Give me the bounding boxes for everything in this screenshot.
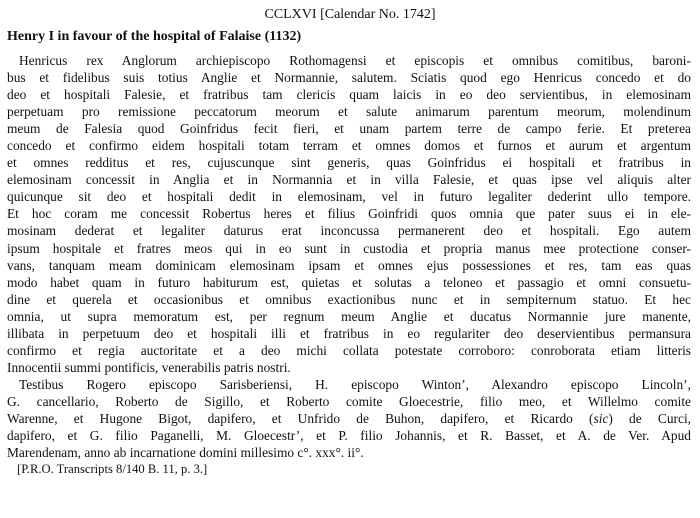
witness-line: dapifero, et G. filio Paganelli, M. Gloecestr’, et P. filio Johannis, et R. Basset, et A. de Ver. Apud <box>7 428 691 444</box>
sic-note: sic <box>593 410 609 426</box>
text-line: deo et hospitali Falesie, et fratribus tam clericis quam laicis in eo deo servientibus, in elemosinam <box>7 87 691 103</box>
witness-line: G. cancellario, Roberto de Sigillo, et Roberto comite Gloecestrie, filio meo, et Willelmo comite <box>7 393 691 409</box>
witness-line-sic <box>7 410 691 427</box>
text-line: mosinam dederat et legaliter daturus erat inconcussa permanerent deo et hospitali. Ego autem <box>7 223 691 239</box>
text-line: quicunque sit deo et hospitali dedit in elemosinam, vel in futuro legaliter dederint ullo tempore. <box>7 189 691 205</box>
witness-line: Testibus Rogero episcopo Sarisberiensi, H. episcopo Winton’, Alexandro episcopo Lincoln’, <box>19 376 691 392</box>
text-line: perpetuam pro remissione peccatorum meorum et salute animarum parentum meorum, molendinum <box>7 104 691 120</box>
text-line: Henricus rex Anglorum archiepiscopo Rothomagensi et episcopis et omnibus comitibus, baroni- <box>19 53 691 68</box>
witness-text: Warenne, et Hugone Bigot, dapifero, et Unfrido de Buhon, dapifero, et Ricardo ( <box>7 410 594 426</box>
text-line: elemosinam concessit in Anglia et in Normannia et in villa Falesie, et quas ipse vel aliquis alter <box>7 172 691 188</box>
text-line: omnia, ut supra memoratum est, per regnum meum Anglie et ducatus Normannie jure manente, <box>7 308 691 324</box>
text-line: confirmo et regia auctoritate et a deo michi collata potestate corroboro: conroborata etiam litteris <box>7 342 691 358</box>
text-line: concedo et confirmo eidem hospitali totam terram et omnes domos et furnos et aurum et argentum <box>7 138 691 154</box>
document-body <box>7 52 691 478</box>
witness-line: Marendenam, anno ab incarnatione domini millesimo c°. xxx°. ii°. <box>7 445 364 461</box>
source-reference: [P.R.O. Transcripts 8/140 B. 11, p. 3.] <box>17 462 208 477</box>
text-line: ipsum hospitale et fratres meos qui in eo sunt in custodia et propria manus mee protectione conser- <box>7 240 691 256</box>
text-line: Et hoc coram me concessit Robertus heres et filius Goinfridi quos omnia que pater suus ei in ele- <box>7 206 691 222</box>
text-line: modo habet quam in futuro habiturum est, quietas et solutas a teloneo et passagio et omni consuetu- <box>7 274 691 290</box>
document-heading: CCLXVI [Calendar No. 1742] <box>264 7 436 22</box>
text-line: bus et fidelibus suis totius Anglie et Normannie, salutem. Sciatis quod ego Henricus concedo et do <box>7 70 691 86</box>
text-line: Innocentii summi pontificis, venerabilis patris nostri. <box>7 359 291 375</box>
text-line: dine et querela et occasionibus et omnibus exactionibus nunc et in sempiternum statuo. Et hec <box>7 291 691 307</box>
text-line: illibata in perpetuum deo et hospitali illi et fratribus in eo regulariter deo deservientibus permansura <box>7 325 691 341</box>
text-line: meum de Falesia quod Goinfridus fecit fieri, et unam partem terre de campo ferie. Et preterea <box>7 121 691 137</box>
document-title: Henry I in favour of the hospital of Falaise (1132) <box>7 29 302 44</box>
text-line: et omnes redditus et res, cujuscunque sint generis, quas Goinfridus ei hospitali et fratribus in <box>7 155 691 171</box>
text-line: vans, tanquam meam dominicam elemosinam ipsam et omnes ejus possessiones et res, tam eas quas <box>7 257 691 273</box>
witness-text: ) de Curci, <box>608 410 691 426</box>
